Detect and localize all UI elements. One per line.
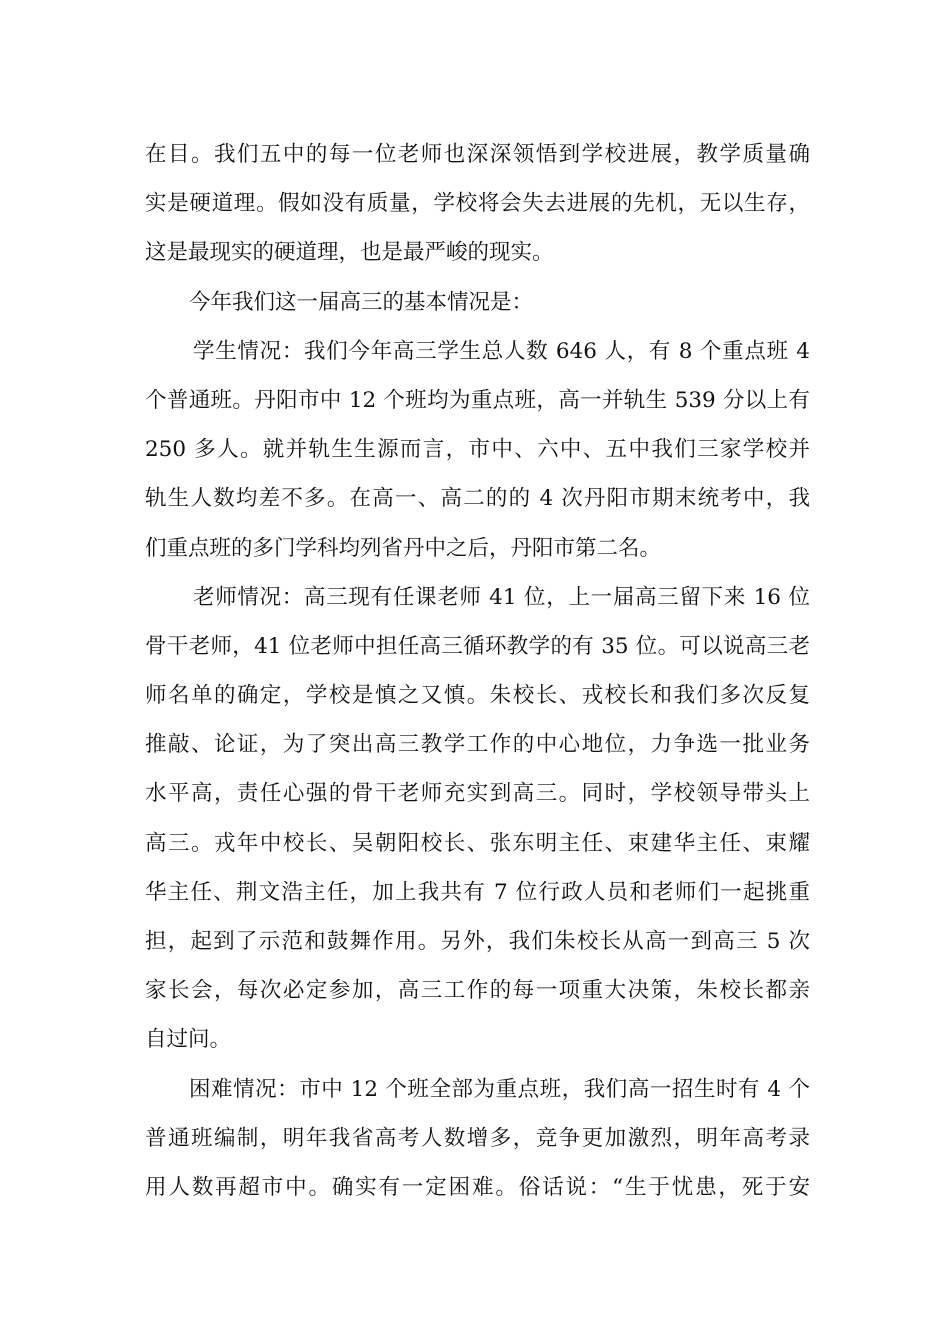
text-line: 水平高，责任心强的骨干老师充实到高三。同时，学校领导带头上: [145, 781, 810, 807]
text-line: 师名单的确定，学校是慎之又慎。朱校长、戎校长和我们多次反复: [145, 683, 810, 709]
text-line: 个普通班。丹阳市中 12 个班均为重点班，高一并轨生 539 分以上有: [145, 387, 810, 413]
text-line: 们重点班的多门学科均列省丹中之后，丹阳市第二名。: [145, 535, 662, 561]
text-line: 困难情况：市中 12 个班全部为重点班，我们高一招生时有 4 个: [189, 1076, 810, 1102]
text-line: 这是最现实的硬道理，也是最严峻的现实。: [145, 240, 554, 266]
text-line: 家长会，每次必定参加，高三工作的每一项重大决策，朱校长都亲: [145, 978, 810, 1004]
text-line: 担，起到了示范和鼓舞作用。另外，我们朱校长从高一到高三 5 次: [145, 929, 810, 954]
text-line: 轨生人数均差不多。在高一、高二的的 4 次丹阳市期末统考中，我: [145, 486, 810, 512]
text-line: 华主任、荆文浩主任，加上我共有 7 位行政人员和老师们一起挑重: [145, 879, 810, 905]
text-line: 今年我们这一届高三的基本情况是：: [189, 289, 534, 315]
text-line: 老师情况：高三现有任课老师 41 位，上一届高三留下来 16 位: [193, 584, 810, 610]
text-line: 高三。戎年中校长、吴朝阳校长、张东明主任、束建华主任、束耀: [145, 830, 810, 856]
text-line: 用人数再超市中。确实有一定困难。俗话说：“生于忧患，死于安: [145, 1174, 810, 1200]
text-line: 骨干老师，41 位老师中担任高三循环教学的有 35 位。可以说高三老: [145, 633, 810, 659]
text-line: 在目。我们五中的每一位老师也深深领悟到学校进展，教学质量确: [145, 142, 810, 167]
document-body: [145, 130, 810, 1212]
text-line: 自过问。: [145, 1027, 232, 1053]
text-line: 推敲、论证，为了突出高三教学工作的中心地位，力争选一批业务: [145, 732, 810, 758]
text-line: 实是硬道理。假如没有质量，学校将会失去进展的先机，无以生存，: [145, 191, 810, 217]
text-line: 普通班编制，明年我省高考人数增多，竞争更加激烈，明年高考录: [145, 1125, 810, 1151]
text-line: 学生情况：我们今年高三学生总人数 646 人，有 8 个重点班 4: [193, 338, 810, 364]
text-line: 250 多人。就并轨生生源而言，市中、六中、五中我们三家学校并: [145, 437, 810, 463]
